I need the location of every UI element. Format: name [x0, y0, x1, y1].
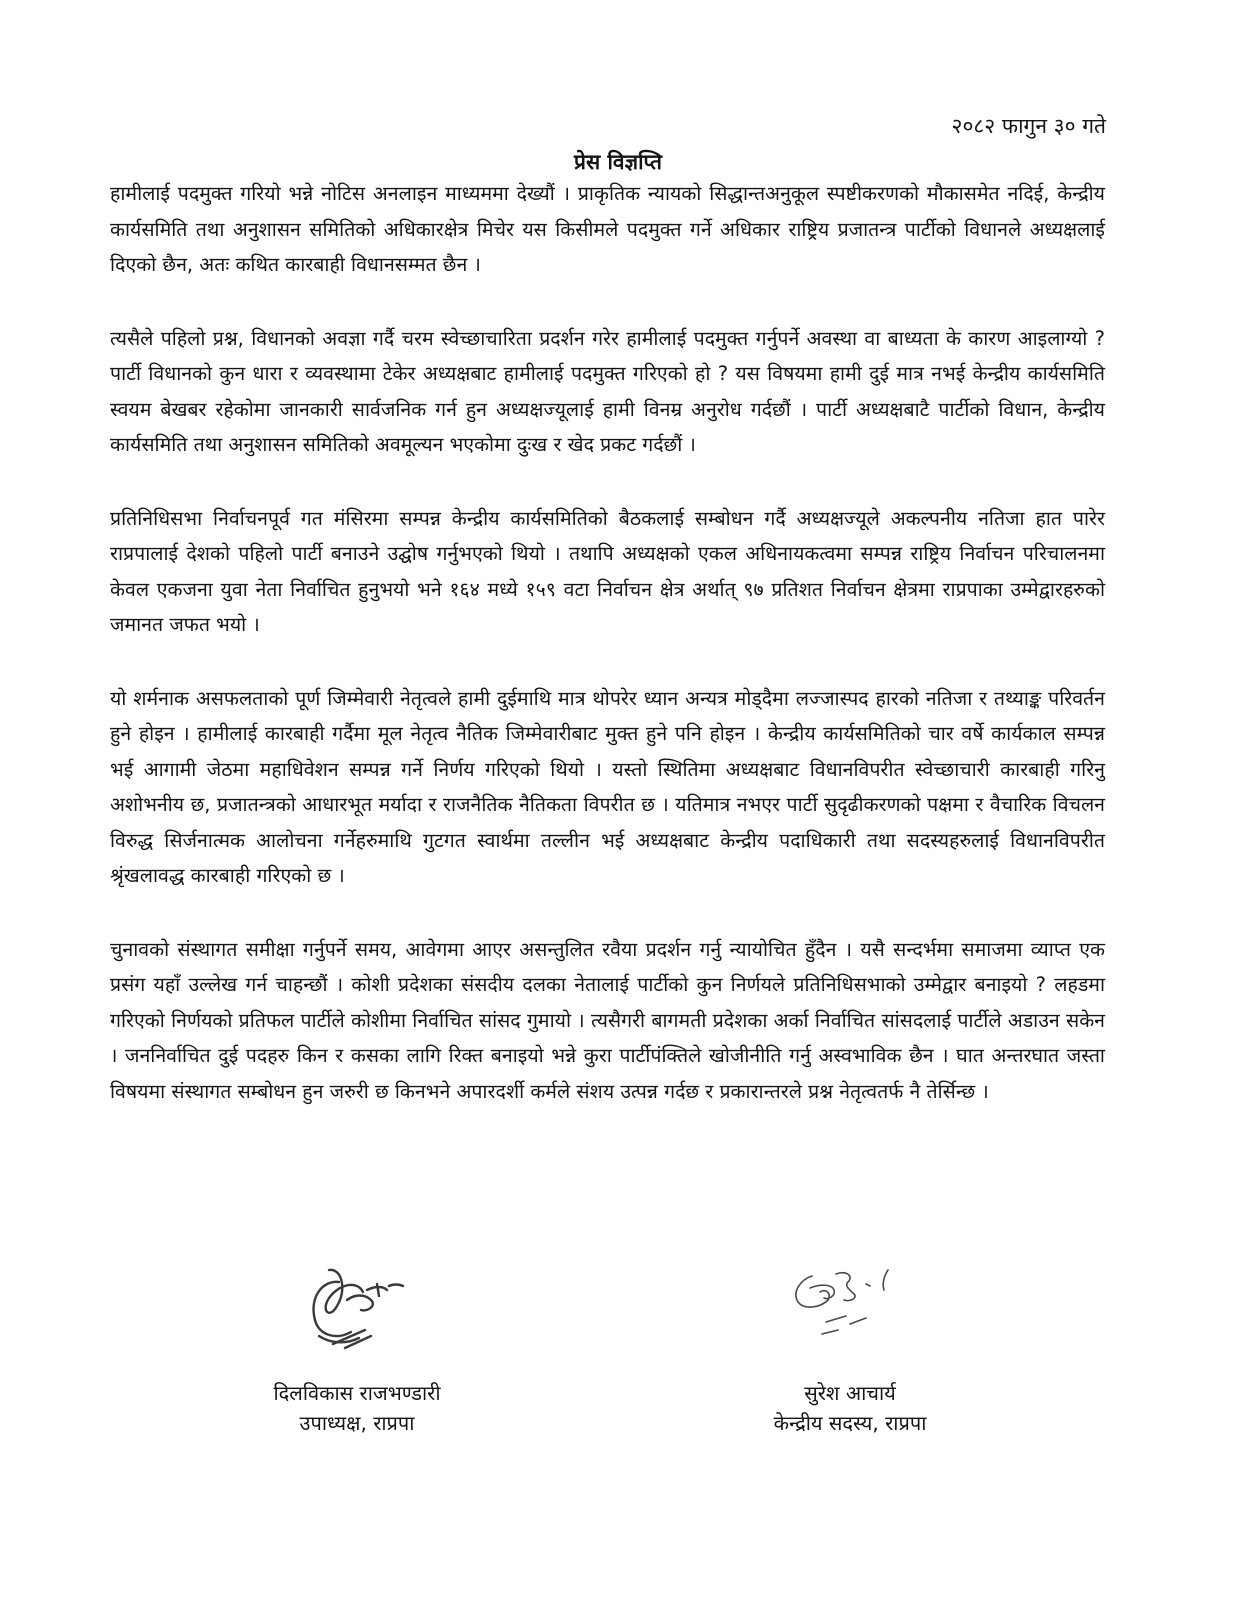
signatory-left [187, 1240, 527, 1438]
document-title: प्रेस विज्ञप्ति [574, 150, 662, 174]
signature-left-image [267, 1240, 447, 1370]
signatory-right [680, 1240, 1020, 1438]
document-date: २०८२ फागुन ३० गते [951, 114, 1106, 138]
document-body [110, 176, 1105, 1109]
signatory-right-name: सुरेश आचार्य [804, 1381, 896, 1405]
paragraph-5: चुनावको संस्थागत समीक्षा गर्नुपर्ने समय, आवेगमा आएर असन्तुलित रवैया प्रदर्शन गर्नु न्यायोचित हुँदैन । यसै सन्दर्भमा समाजमा व्याप्त एक प्रसंग यहाँ उल्लेख गर्न चाहन्छौं । कोशी प्रदेशका संसदीय दलका नेतालाई पार्टीको कुन निर्णयले प्रतिनिधिसभाको उम्मेद्वार बनाइयो ? लहडमा गरिएको निर्णयको प्रतिफल पार्टीले कोशीमा निर्वाचित सांसद गुमायो । त्यसैगरी बागमती प्रदेशका अर्का निर्वाचित सांसदलाई पार्टीले अडाउन सकेन । जननिर्वाचित दुई पदहरु किन र कसका लागि रिक्त बनाइयो भन्ने कुरा पार्टीपंक्तिले खोजीनीति गर्नु अस्वभाविक छैन । घात अन्तरघात जस्ता विषयमा संस्थागत सम्बोधन हुन जरुरी छ किनभने अपारदर्शी कर्मले संशय उत्पन्न गर्दछ र प्रकारान्तरले प्रश्न नेतृत्वतर्फ नै तेर्सिन्छ । [110, 937, 1105, 1103]
paragraph-2: त्यसैले पहिलो प्रश्न, विधानको अवज्ञा गर्दै चरम स्वेच्छाचारिता प्रदर्शन गरेर हामीलाई पदमुक्त गर्नुपर्ने अवस्था वा बाध्यता के कारण आइलाग्यो ? पार्टी विधानको कुन धारा र व्यवस्थामा टेकेर अध्यक्षबाट हामीलाई पदमुक्त गरिएको हो ? यस विषयमा हामी दुई मात्र नभई केन्द्रीय कार्यसमिति स्वयम बेखबर रहेकोमा जानकारी सार्वजनिक गर्न हुन अध्यक्षज्यूलाई हामी विनम्र अनुरोध गर्दछौं । पार्टी अध्यक्षबाटै पार्टीको विधान, केन्द्रीय कार्यसमिति तथा अनुशासन समितिको अवमूल्यन भएकोमा दुःख र खेद प्रकट गर्दछौं । [110, 326, 1105, 456]
signature-section [0, 1240, 1236, 1460]
signatory-left-name: दिलविकास राजभण्डारी [273, 1381, 441, 1405]
paragraph-3: प्रतिनिधिसभा निर्वाचनपूर्व गत मंसिरमा सम्पन्न केन्द्रीय कार्यसमितिको बैठकलाई सम्बोधन गर्दै अध्यक्षज्यूले अकल्पनीय नतिजा हात पारेर राप्रपालाई देशको पहिलो पार्टी बनाउने उद्घोष गर्नुभएको थियो । तथापि अध्यक्षको एकल अधिनायकत्वमा सम्पन्न राष्ट्रिय निर्वाचन परिचालनमा केवल एकजना युवा नेता निर्वाचित हुनुभयो भने १६४ मध्ये १५९ वटा निर्वाचन क्षेत्र अर्थात् ९७ प्रतिशत निर्वाचन क्षेत्रमा राप्रपाका उम्मेद्वारहरुको जमानत जफत भयो । [110, 506, 1105, 636]
signatory-left-role: उपाध्यक्ष, राप्रपा [299, 1411, 415, 1435]
paragraph-4: यो शर्मनाक असफलताको पूर्ण जिम्मेवारी नेतृत्वले हामी दुईमाथि मात्र थोपरेर ध्यान अन्यत्र मोड्दैमा लज्जास्पद हारको नतिजा र तथ्याङ्क परिवर्तन हुने होइन । हामीलाई कारबाही गर्दैमा मूल नेतृत्व नैतिक जिम्मेवारीबाट मुक्त हुने पनि होइन । केन्द्रीय कार्यसमितिको चार वर्षे कार्यकाल सम्पन्न भई आगामी जेठमा महाधिवेशन सम्पन्न गर्ने निर्णय गरिएको थियो । यस्तो स्थितिमा अध्यक्षबाट विधानविपरीत स्वेच्छाचारी कारबाही गरिनु अशोभनीय छ, प्रजातन्त्रको आधारभूत मर्यादा र राजनैतिक नैतिकता विपरीत छ । यतिमात्र नभएर पार्टी सुदृढीकरणको पक्षमा र वैचारिक विचलन विरुद्ध सिर्जनात्मक आलोचना गर्नेहरुमाथि गुटगत स्वार्थमा तल्लीन भई अध्यक्षबाट केन्द्रीय पदाधिकारी तथा सदस्यहरुलाई विधानविपरीत श्रृंखलावद्ध कारबाही गरिएको छ । [110, 686, 1105, 887]
signatory-right-role: केन्द्रीय सदस्य, राप्रपा [773, 1411, 927, 1435]
signature-right-image [750, 1240, 950, 1370]
paragraph-1: हामीलाई पदमुक्त गरियो भन्ने नोटिस अनलाइन माध्यममा देख्यौं । प्राकृतिक न्यायको सिद्धान्तअनुकूल स्पष्टीकरणको मौकासमेत नदिई, केन्द्रीय कार्यसमिति तथा अनुशासन समितिको अधिकारक्षेत्र मिचेर यस किसीमले पदमुक्त गर्ने अधिकार राष्ट्रिय प्रजातन्त्र पार्टीको विधानले अध्यक्षलाई दिएको छैन, अतः कथित कारबाही विधानसम्मत छैन । [110, 182, 1105, 276]
